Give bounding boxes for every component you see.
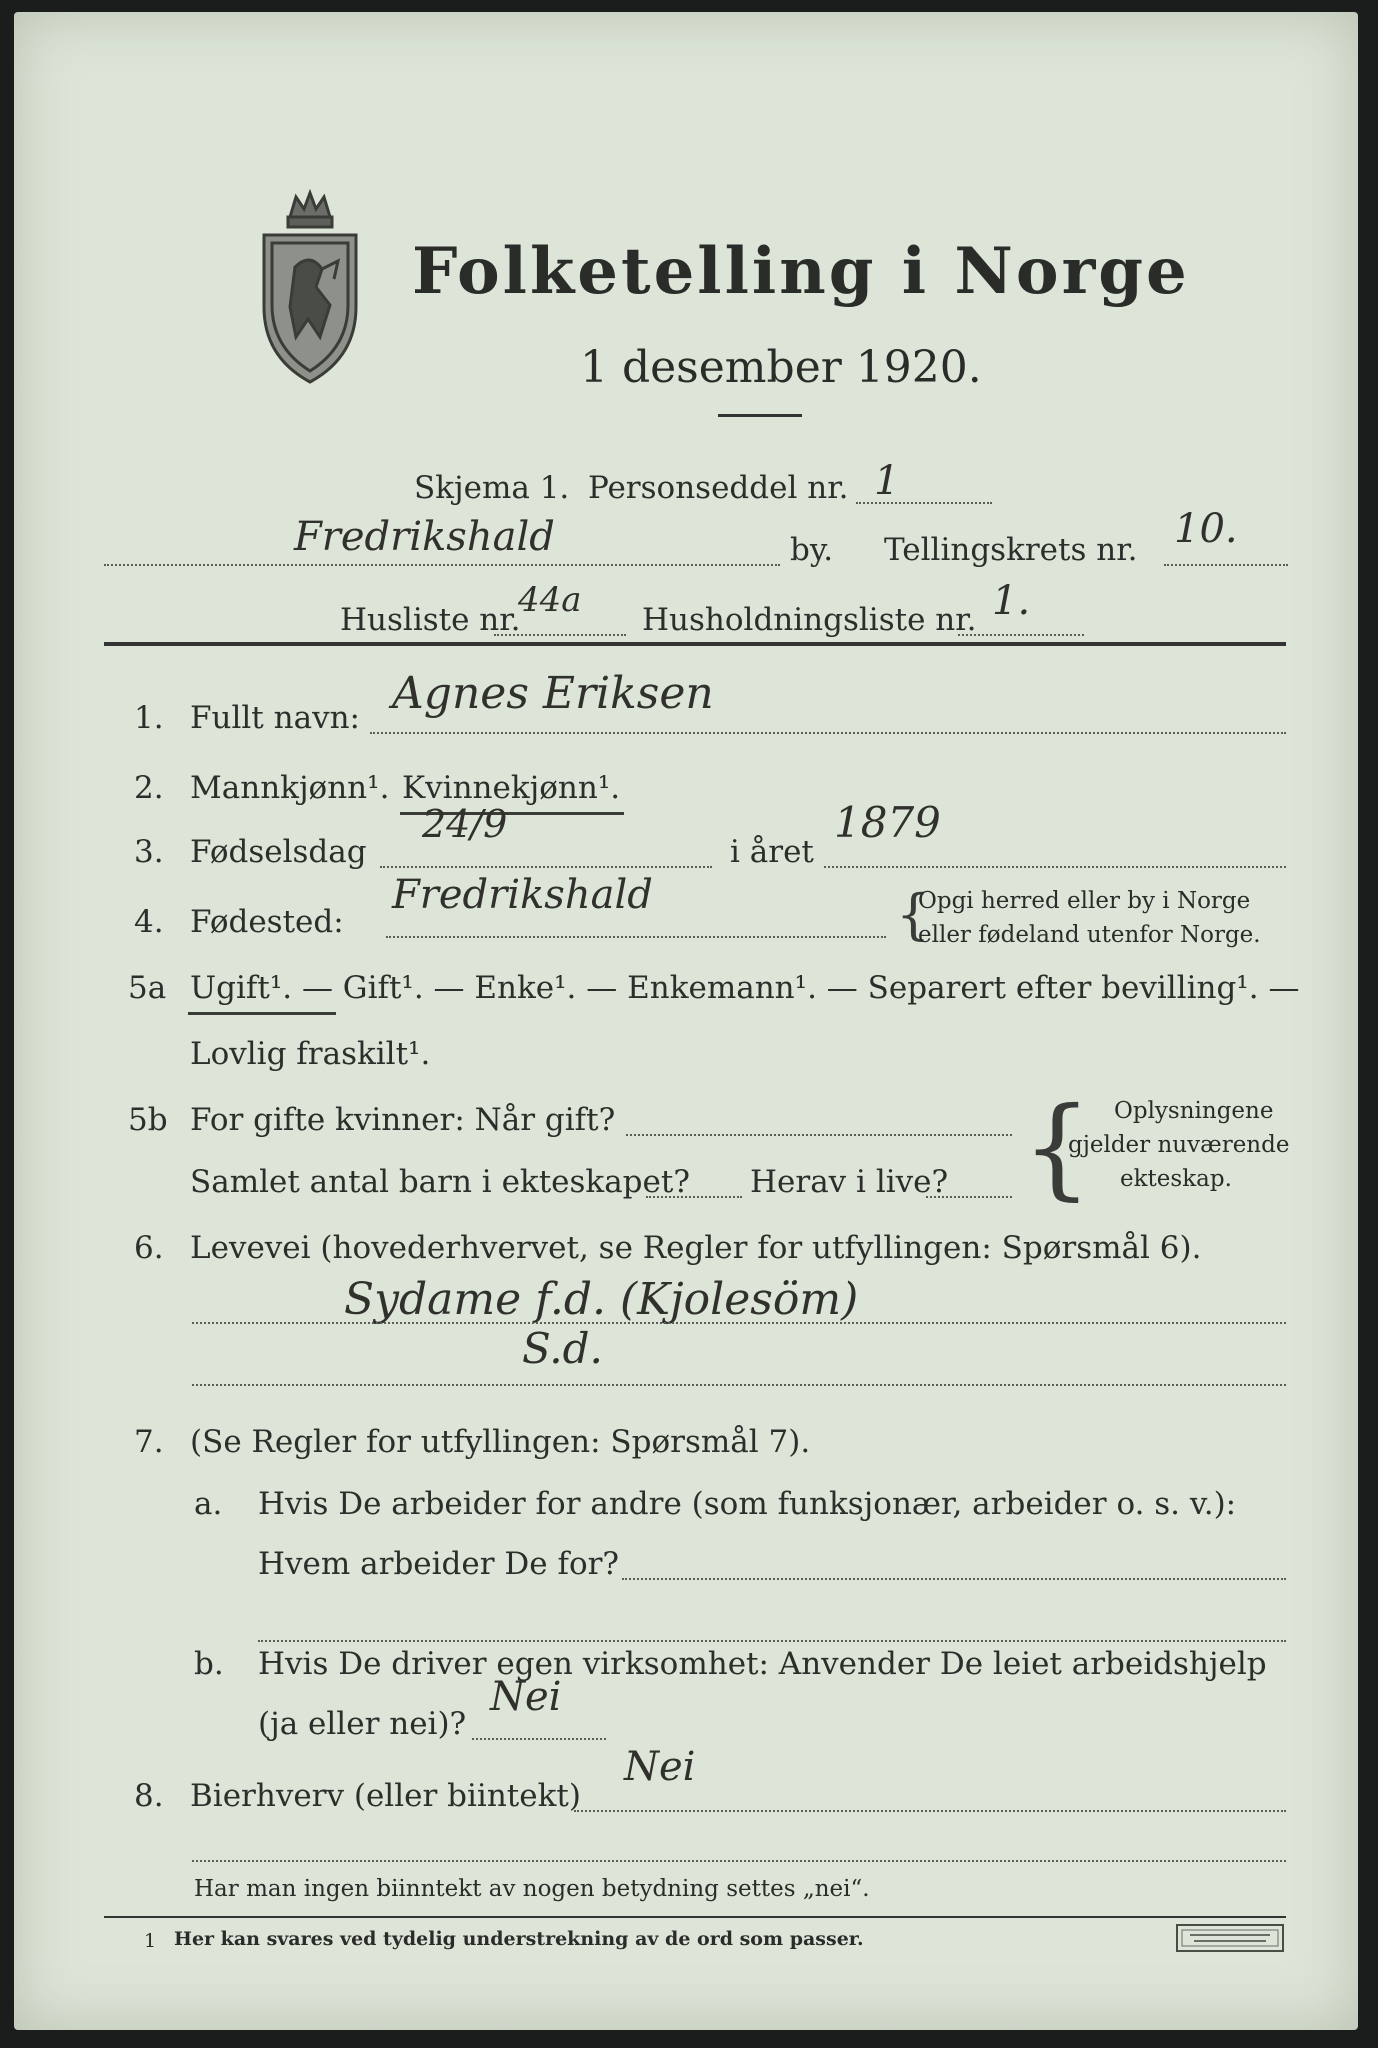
by-label: by. (790, 532, 834, 568)
q5b-note-1: Oplysningene (1114, 1098, 1274, 1124)
q3-year-value: 1879 (834, 798, 941, 847)
q4-note-1: Opgi herred eller by i Norge (918, 888, 1251, 914)
hushold-label: Husholdningsliste nr. (642, 602, 977, 638)
q5a-line-1: Ugift¹. — Gift¹. — Enke¹. — Enkemann¹. — Separert efter bevilling¹. — (190, 970, 1300, 1006)
q8-number: 8. (134, 1778, 164, 1814)
coat-of-arms-icon (250, 187, 370, 387)
krets-value: 10. (1174, 506, 1238, 552)
title-divider (718, 414, 802, 417)
q8-line-2 (192, 1860, 1286, 1862)
q7a-letter: a. (194, 1486, 223, 1522)
krets-label: Tellingskrets nr. (884, 532, 1138, 568)
q4-label: Fødested: (190, 904, 344, 940)
q6-label: Levevei (hovederhvervet, se Regler for utfyllingen: Spørsmål 6). (190, 1230, 1202, 1266)
q4-note-2: eller fødeland utenfor Norge. (918, 922, 1261, 948)
footnote-mark: 1 (144, 1930, 157, 1952)
footnote-separator (104, 1916, 1286, 1918)
q1-line (370, 732, 1286, 734)
q7b-answer-line (472, 1738, 606, 1740)
q3-year-label: i året (730, 834, 814, 870)
husliste-value: 44a (518, 580, 582, 620)
q5b-note-2: gjelder nuværende (1068, 1132, 1290, 1158)
q7a-line-a (622, 1578, 1286, 1580)
q7b-line-2: (ja eller nei)? (258, 1706, 467, 1742)
q1-number: 1. (134, 700, 164, 736)
q6-line-1 (192, 1322, 1286, 1324)
q4-note-brace: { (896, 883, 931, 946)
q3-number: 3. (134, 834, 164, 870)
q5b-note-3: ekteskap. (1120, 1166, 1232, 1192)
census-form-sheet (14, 12, 1358, 2030)
q5a-ugift-underline (188, 1012, 336, 1015)
q6-line-2 (192, 1384, 1286, 1386)
q5b-barn-label: Samlet antal barn i ekteskapet? (190, 1164, 690, 1200)
hushold-line (958, 634, 1084, 636)
q5b-line-1: For gifte kvinner: Når gift? (190, 1102, 616, 1138)
q7a-line-2: Hvem arbeider De for? (258, 1546, 620, 1582)
q6-value-2: S.d. (522, 1324, 603, 1373)
q3-day-value: 24/9 (422, 802, 508, 846)
q4-number: 4. (134, 904, 164, 940)
city-line (104, 564, 780, 566)
form-date: 1 desember 1920. (580, 342, 982, 393)
q3-year-line (824, 866, 1286, 868)
q5b-ilive-line (926, 1196, 1012, 1198)
q7a-line-1: Hvis De arbeider for andre (som funksjonær, arbeider o. s. v.): (258, 1486, 1237, 1522)
form-title: Folketelling i Norge (412, 234, 1190, 309)
q2-number: 2. (134, 770, 164, 806)
q3-label: Fødselsdag (190, 834, 367, 870)
q1-label: Fullt navn: (190, 700, 360, 736)
q5a-number: 5a (128, 970, 167, 1006)
q5a-line-2: Lovlig fraskilt¹. (190, 1036, 431, 1072)
printer-stamp-icon (1176, 1924, 1284, 1952)
husliste-label: Husliste nr. (340, 602, 521, 638)
hushold-value: 1. (992, 578, 1031, 624)
schema-label: Skjema 1. (414, 470, 570, 506)
q5b-number: 5b (128, 1102, 168, 1138)
q7a-line-b (258, 1640, 1286, 1642)
q7-label: (Se Regler for utfyllingen: Spørsmål 7). (190, 1424, 811, 1460)
q4-line (386, 936, 886, 938)
q5b-barn-line (646, 1196, 742, 1198)
q8-note: Har man ingen biinntekt av nogen betydning settes „nei“. (194, 1876, 870, 1902)
q8-value: Nei (624, 1744, 696, 1790)
q6-number: 6. (134, 1230, 164, 1266)
q5b-ilive-label: Herav i live? (750, 1164, 949, 1200)
husliste-line (494, 634, 626, 636)
q5b-note-brace: { (1022, 1083, 1092, 1211)
q8-line-1 (574, 1810, 1286, 1812)
city-value: Fredrikshald (294, 514, 555, 560)
header-separator (104, 642, 1286, 646)
q7b-line-1: Hvis De driver egen virksomhet: Anvender De leiet arbeidshjelp (258, 1646, 1267, 1682)
q2-mann: Mannkjønn¹. (190, 770, 390, 806)
q5b-gift-line (626, 1134, 1012, 1136)
q8-label: Bierhverv (eller biintekt) (190, 1778, 581, 1814)
q2-kvinne: Kvinnekjønn¹. (402, 770, 621, 806)
q6-value-1: Sydame f.d. (Kjolesöm) (344, 1274, 859, 1325)
q3-day-line (380, 866, 712, 868)
q4-value: Fredrikshald (392, 872, 653, 918)
krets-line (1164, 564, 1288, 566)
q1-value: Agnes Eriksen (392, 668, 714, 719)
q7-number: 7. (134, 1424, 164, 1460)
footnote-text: Her kan svares ved tydelig understrekning av de ord som passer. (174, 1928, 864, 1950)
q7b-value: Nei (490, 1674, 562, 1720)
person-number-value: 1 (874, 458, 900, 504)
person-label: Personseddel nr. (588, 470, 849, 506)
q7b-letter: b. (194, 1646, 224, 1682)
